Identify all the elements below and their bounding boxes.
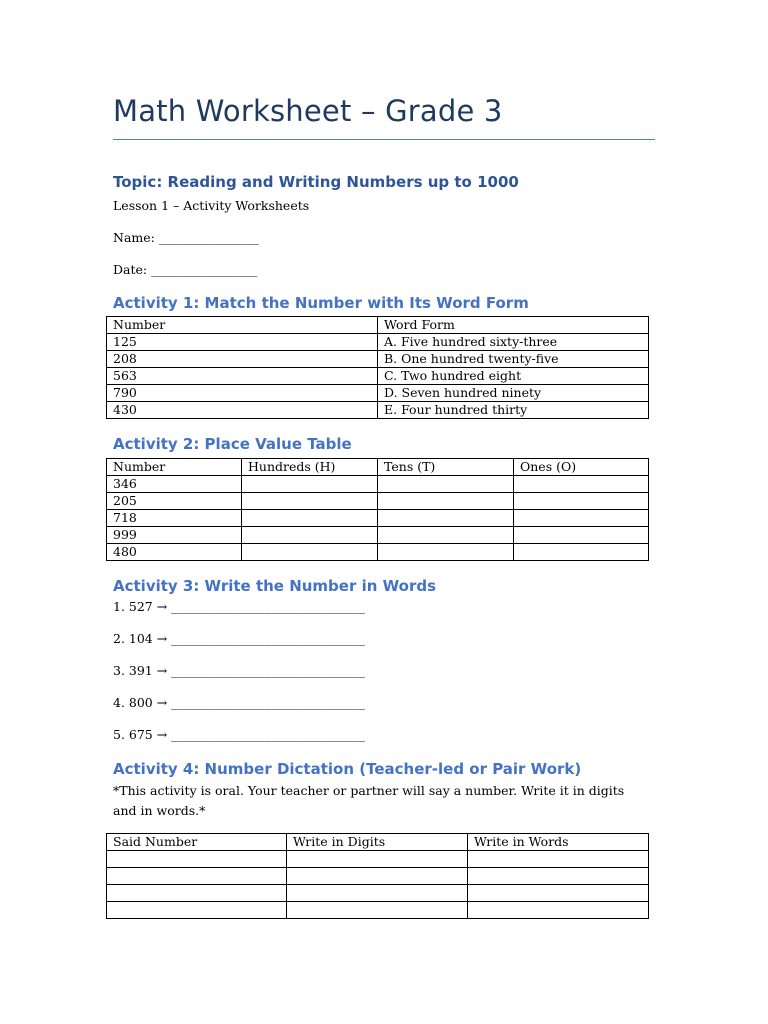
table-row bbox=[107, 902, 649, 919]
activity4-header-row bbox=[107, 834, 649, 851]
table-row bbox=[107, 851, 649, 868]
activity2-cell: 480 bbox=[107, 544, 242, 561]
activity1-header-row bbox=[107, 317, 649, 334]
activity2-cell[interactable] bbox=[378, 510, 514, 527]
activity2-heading: Activity 2: Place Value Table bbox=[113, 435, 352, 453]
activity2-cell: 718 bbox=[107, 510, 242, 527]
name-field[interactable]: Name: ________________ bbox=[113, 230, 259, 245]
activity2-cell[interactable] bbox=[378, 493, 514, 510]
activity1-cell: C. Two hundred eight bbox=[378, 368, 649, 385]
activity4-cell[interactable] bbox=[107, 902, 287, 919]
activity2-cell[interactable] bbox=[242, 493, 378, 510]
activity2-table bbox=[106, 458, 649, 561]
activity4-header-cell: Said Number bbox=[107, 834, 287, 851]
activity1-heading: Activity 1: Match the Number with Its Word Form bbox=[113, 294, 529, 312]
activity4-cell[interactable] bbox=[287, 851, 468, 868]
table-row bbox=[107, 510, 649, 527]
activity2-cell[interactable] bbox=[242, 510, 378, 527]
activity2-cell[interactable] bbox=[378, 476, 514, 493]
activity4-cell[interactable] bbox=[287, 885, 468, 902]
table-row bbox=[107, 493, 649, 510]
activity2-cell: 999 bbox=[107, 527, 242, 544]
activity1-cell: 430 bbox=[107, 402, 378, 419]
activity3-item-4[interactable]: 4. 800 → _______________________________ bbox=[113, 695, 365, 710]
activity1-table bbox=[106, 316, 649, 419]
table-row bbox=[107, 402, 649, 419]
activity3-heading: Activity 3: Write the Number in Words bbox=[113, 577, 437, 595]
activity4-instruction: *This activity is oral. Your teacher or partner will say a number. Write it in digits and in words.* bbox=[113, 783, 625, 818]
activity2-header-row bbox=[107, 459, 649, 476]
activity4-cell[interactable] bbox=[287, 902, 468, 919]
table-row bbox=[107, 868, 649, 885]
activity4-heading: Activity 4: Number Dictation (Teacher-led or Pair Work) bbox=[113, 760, 582, 778]
table-row bbox=[107, 527, 649, 544]
activity4-cell[interactable] bbox=[468, 902, 649, 919]
table-row bbox=[107, 351, 649, 368]
table-row bbox=[107, 476, 649, 493]
activity2-cell[interactable] bbox=[242, 527, 378, 544]
activity4-cell[interactable] bbox=[468, 885, 649, 902]
table-row bbox=[107, 544, 649, 561]
activity2-cell[interactable] bbox=[514, 510, 649, 527]
activity3-item-1[interactable]: 1. 527 → _______________________________ bbox=[113, 599, 365, 614]
activity4-cell[interactable] bbox=[107, 851, 287, 868]
activity2-header-cell: Number bbox=[107, 459, 242, 476]
activity1-cell: 125 bbox=[107, 334, 378, 351]
activity4-cell[interactable] bbox=[107, 868, 287, 885]
activity4-cell[interactable] bbox=[107, 885, 287, 902]
activity1-cell: 563 bbox=[107, 368, 378, 385]
date-field[interactable]: Date: _________________ bbox=[113, 262, 258, 277]
activity1-header-cell: Word Form bbox=[378, 317, 649, 334]
activity4-cell[interactable] bbox=[468, 868, 649, 885]
activity4-table bbox=[106, 833, 649, 919]
title-underline bbox=[113, 139, 655, 140]
page-title: Math Worksheet – Grade 3 bbox=[113, 94, 503, 128]
table-row bbox=[107, 885, 649, 902]
activity2-cell[interactable] bbox=[242, 476, 378, 493]
activity2-cell[interactable] bbox=[514, 476, 649, 493]
topic-heading: Topic: Reading and Writing Numbers up to 1000 bbox=[113, 173, 519, 191]
activity1-header-cell: Number bbox=[107, 317, 378, 334]
table-row bbox=[107, 385, 649, 402]
table-row bbox=[107, 368, 649, 385]
activity2-cell[interactable] bbox=[514, 544, 649, 561]
activity2-header-cell: Hundreds (H) bbox=[242, 459, 378, 476]
activity4-header-cell: Write in Words bbox=[468, 834, 649, 851]
activity1-cell: A. Five hundred sixty-three bbox=[378, 334, 649, 351]
activity2-cell[interactable] bbox=[242, 544, 378, 561]
activity1-cell: 790 bbox=[107, 385, 378, 402]
activity4-header-cell: Write in Digits bbox=[287, 834, 468, 851]
activity3-item-5[interactable]: 5. 675 → _______________________________ bbox=[113, 727, 365, 742]
lesson-subtitle: Lesson 1 – Activity Worksheets bbox=[113, 198, 310, 213]
activity4-cell[interactable] bbox=[287, 868, 468, 885]
activity2-cell[interactable] bbox=[514, 493, 649, 510]
activity2-cell[interactable] bbox=[378, 544, 514, 561]
activity1-cell: D. Seven hundred ninety bbox=[378, 385, 649, 402]
activity1-cell: E. Four hundred thirty bbox=[378, 402, 649, 419]
activity3-item-2[interactable]: 2. 104 → _______________________________ bbox=[113, 631, 365, 646]
activity2-header-cell: Ones (O) bbox=[514, 459, 649, 476]
activity3-item-3[interactable]: 3. 391 → _______________________________ bbox=[113, 663, 365, 678]
activity4-cell[interactable] bbox=[468, 851, 649, 868]
activity2-cell[interactable] bbox=[514, 527, 649, 544]
activity2-cell: 205 bbox=[107, 493, 242, 510]
activity1-cell: B. One hundred twenty-five bbox=[378, 351, 649, 368]
activity2-header-cell: Tens (T) bbox=[378, 459, 514, 476]
activity1-cell: 208 bbox=[107, 351, 378, 368]
table-row bbox=[107, 334, 649, 351]
activity2-cell[interactable] bbox=[378, 527, 514, 544]
activity2-cell: 346 bbox=[107, 476, 242, 493]
